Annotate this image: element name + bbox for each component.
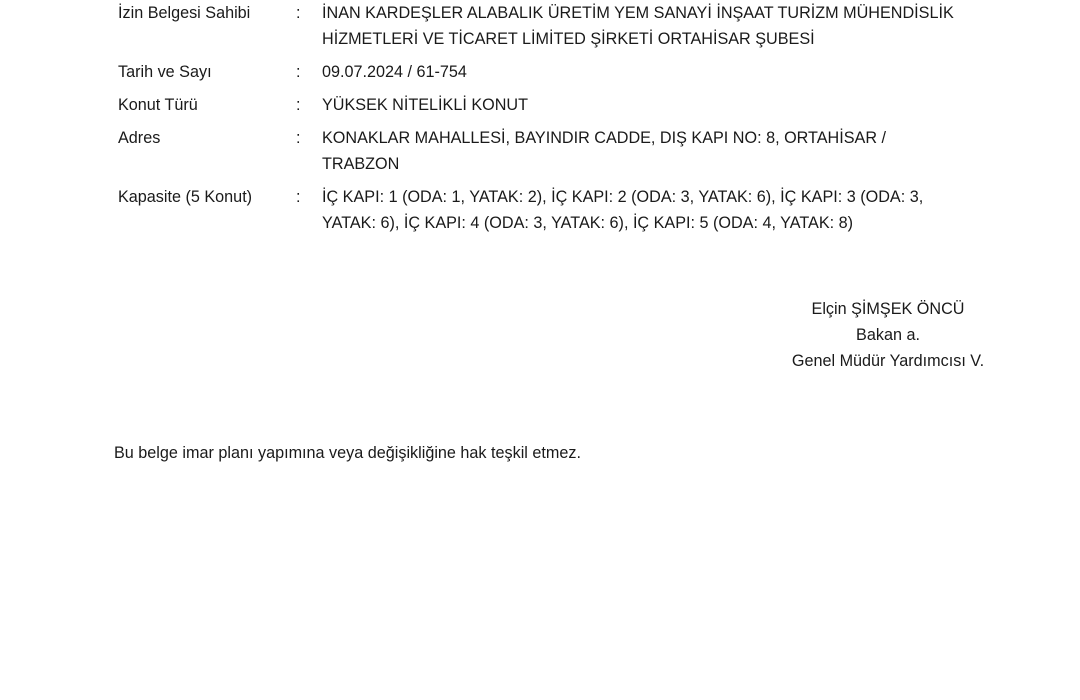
value-line: KONAKLAR MAHALLESİ, BAYINDIR CADDE, DIŞ KAPI NO: 8, ORTAHİSAR / xyxy=(322,129,887,147)
field-label: İzin Belgesi Sahibi xyxy=(118,4,251,22)
value-line: İÇ KAPI: 1 (ODA: 1, YATAK: 2), İÇ KAPI: 2 (ODA: 3, YATAK: 6), İÇ KAPI: 3 (ODA: 3, xyxy=(322,188,924,206)
value-line: YÜKSEK NİTELİKLİ KONUT xyxy=(322,96,528,114)
field-value-capacity xyxy=(322,184,1012,236)
field-value-address xyxy=(322,125,1012,177)
field-label: Kapasite (5 Konut) xyxy=(118,188,253,206)
value-line: TRABZON xyxy=(322,155,400,173)
field-label: Konut Türü xyxy=(118,96,198,114)
field-colon: : xyxy=(296,63,301,81)
field-row-capacity xyxy=(118,184,1018,236)
field-label: Tarih ve Sayı xyxy=(118,63,212,81)
field-row-housing-type xyxy=(118,92,1018,118)
field-label: Adres xyxy=(118,129,161,147)
field-colon: : xyxy=(296,129,301,147)
field-row-address xyxy=(118,125,1018,177)
value-line: İNAN KARDEŞLER ALABALIK ÜRETİM YEM SANAYİ İNŞAAT TURİZM MÜHENDİSLİK xyxy=(322,4,954,22)
disclaimer-note: Bu belge imar planı yapımına veya değişikliğine hak teşkil etmez. xyxy=(114,444,581,462)
value-line: YATAK: 6), İÇ KAPI: 4 (ODA: 3, YATAK: 6), İÇ KAPI: 5 (ODA: 4, YATAK: 8) xyxy=(322,214,854,232)
field-row-permit-holder xyxy=(118,0,1018,52)
signature-block xyxy=(770,296,1006,374)
field-colon: : xyxy=(296,188,301,206)
field-colon: : xyxy=(296,96,301,114)
permit-details-table xyxy=(118,0,1018,243)
field-value-date-number xyxy=(322,59,1012,85)
signatory-title: Genel Müdür Yardımcısı V. xyxy=(791,352,985,370)
signatory-name: Elçin ŞİMŞEK ÖNCÜ xyxy=(811,300,965,318)
field-value-permit-holder xyxy=(322,0,1012,52)
field-row-date-number xyxy=(118,59,1018,85)
field-value-housing-type xyxy=(322,92,1012,118)
value-line: 09.07.2024 / 61-754 xyxy=(322,63,467,81)
value-line: HİZMETLERİ VE TİCARET LİMİTED ŞİRKETİ ORTAHİSAR ŞUBESİ xyxy=(322,30,815,48)
field-colon: : xyxy=(296,4,301,22)
signatory-on-behalf: Bakan a. xyxy=(856,326,920,344)
